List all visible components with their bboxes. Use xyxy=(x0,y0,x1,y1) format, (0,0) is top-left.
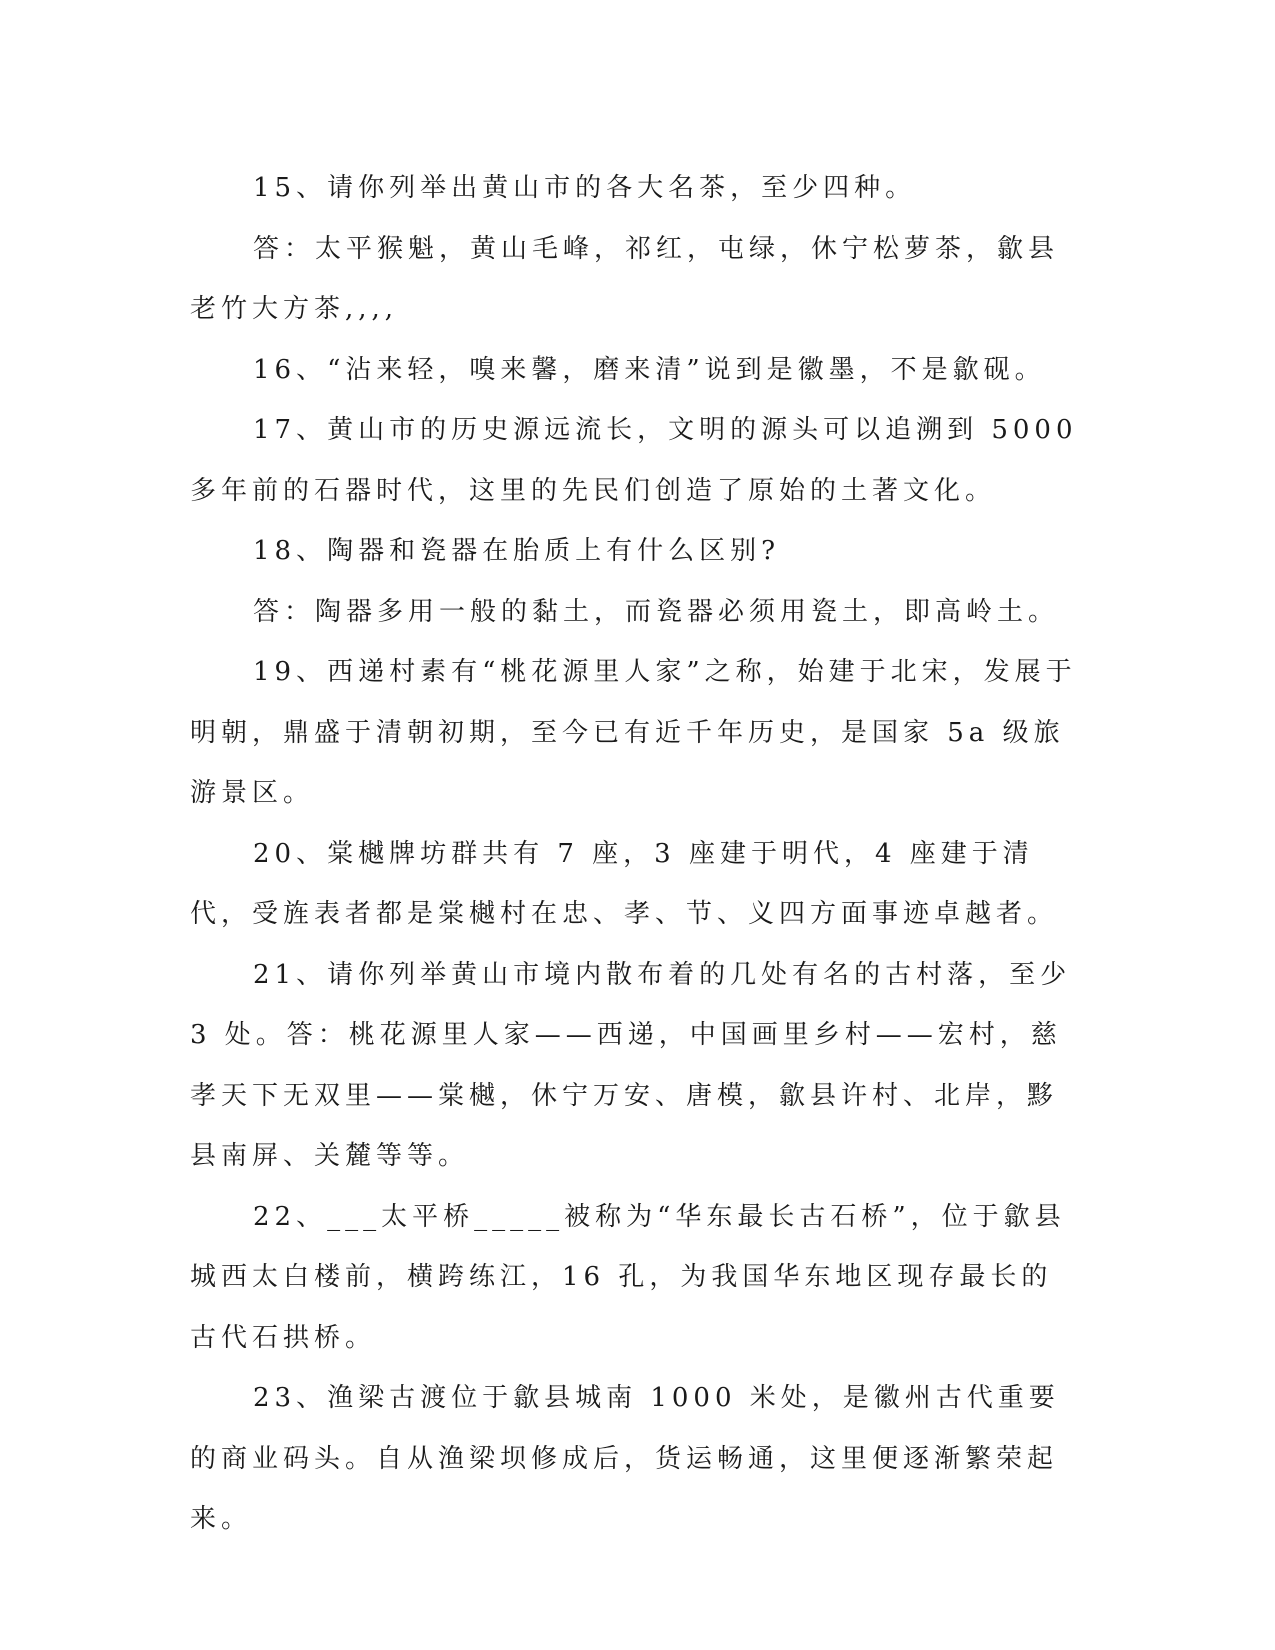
paragraph-q19: 19、西递村素有“桃花源里人家”之称，始建于北宋，发展于明朝，鼎盛于清朝初期，至今已有近千年历史，是国家 5a 级旅游景区。 xyxy=(190,657,1077,808)
paragraph-a15: 答：太平猴魁，黄山毛峰，祁红，屯绿，休宁松萝茶，歙县老竹大方茶,,,, xyxy=(190,233,1060,324)
paragraph-q17: 17、黄山市的历史源远流长，文明的源头可以追溯到 5000 多年前的石器时代，这里的先民们创造了原始的土著文化。 xyxy=(190,415,1078,506)
document-body xyxy=(190,158,1080,1550)
paragraph-q21: 21、请你列举黄山市境内散布着的几处有名的古村落，至少 3 处。答：桃花源里人家——西递，中国画里乡村——宏村，慈孝天下无双里——棠樾，休宁万安、唐模，歙县许村、北岸，黟县南屏、关麓等等。 xyxy=(190,959,1072,1171)
paragraph-q20: 20、棠樾牌坊群共有 7 座，3 座建于明代，4 座建于清代，受旌表者都是棠樾村在忠、孝、节、义四方面事迹卓越者。 xyxy=(190,838,1059,929)
paragraph-a18: 答：陶器多用一般的黏土，而瓷器必须用瓷土，即高岭土。 xyxy=(253,596,1060,627)
paragraph-q15: 15、请你列举出黄山市的各大名茶，至少四种。 xyxy=(253,173,917,203)
paragraph-q23: 23、渔梁古渡位于歙县城南 1000 米处，是徽州古代重要的商业码头。自从渔梁坝修成后，货运畅通，这里便逐渐繁荣起来。 xyxy=(190,1383,1060,1534)
paragraph-q16: 16、“沾来轻，嗅来馨，磨来清”说到是徽墨，不是歙砚。 xyxy=(253,354,1046,385)
paragraph-q18: 18、陶器和瓷器在胎质上有什么区别? xyxy=(253,536,781,566)
paragraph-q22: 22、___太平桥_____被称为“华东最长古石桥”，位于歙县城西太白楼前，横跨练江，16 孔，为我国华东地区现存最长的古代石拱桥。 xyxy=(190,1201,1066,1353)
